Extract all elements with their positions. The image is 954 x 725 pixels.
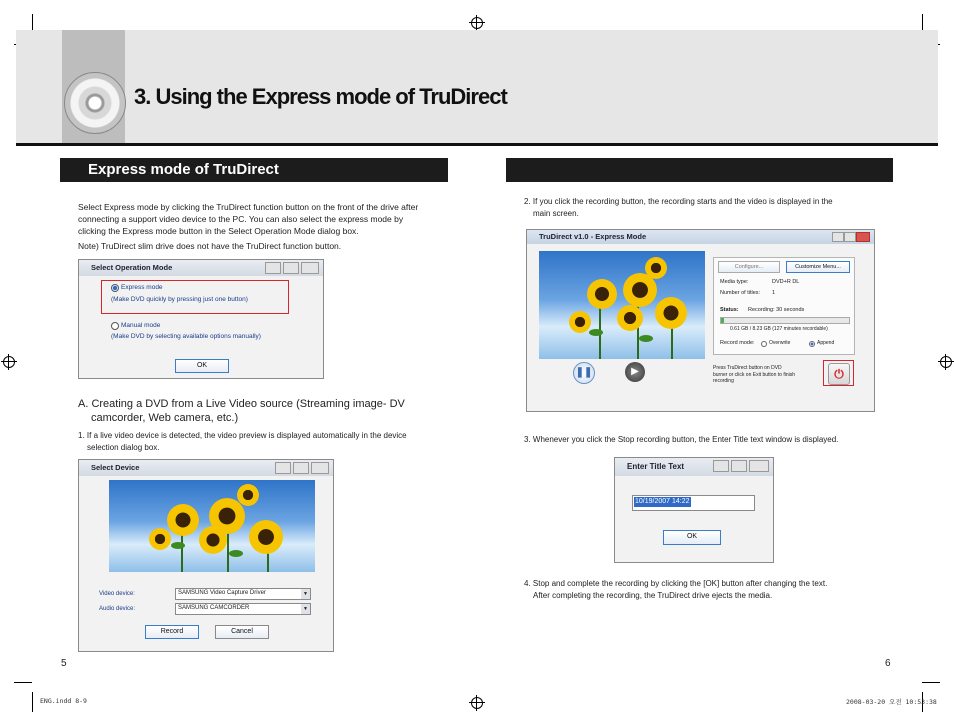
section-heading-bar <box>506 158 893 182</box>
sunflower <box>149 528 171 550</box>
enter-title-dialog <box>614 457 774 563</box>
video-device-value: SAMSUNG Video Capture Driver <box>178 590 266 596</box>
close-icon[interactable] <box>311 462 329 474</box>
page-number-right: 6 <box>885 658 891 669</box>
crop-mark <box>14 682 32 683</box>
status-label: Status: <box>720 307 739 313</box>
registration-mark-icon <box>471 17 483 29</box>
titles-value: 1 <box>772 290 776 296</box>
registration-mark-icon <box>940 356 952 368</box>
leaf <box>639 335 653 342</box>
heading-a-line: camcorder, Web camera, etc.) <box>91 412 239 424</box>
crop-mark <box>32 692 33 712</box>
cd-disc-icon <box>64 72 126 134</box>
sunflower <box>569 311 591 333</box>
select-operation-mode-dialog <box>78 259 324 379</box>
media-type-label: Media type: <box>720 279 749 285</box>
minimize-icon[interactable] <box>275 462 291 474</box>
step-line: 1. If a live video device is detected, the video preview is displayed automatically in the device <box>78 431 407 440</box>
intro-line: Select Express mode by clicking the TruDirect function button on the front of the drive after <box>78 202 419 212</box>
video-device-select[interactable] <box>175 588 311 600</box>
express-radio[interactable] <box>111 284 119 292</box>
titles-label: Number of titles: <box>720 290 761 296</box>
append-radio[interactable] <box>809 341 815 347</box>
leaf <box>171 542 185 549</box>
capacity-text: 0.61 GB / 8.23 GB (127 minutes recordable) <box>730 326 828 332</box>
leaf <box>229 550 243 557</box>
audio-device-select[interactable] <box>175 603 311 615</box>
sunflower <box>617 305 643 331</box>
sunflower <box>655 297 687 329</box>
sunflower <box>587 279 617 309</box>
maximize-icon[interactable] <box>844 232 856 242</box>
window-title-text: TruDirect v1.0 - Express Mode <box>539 232 647 241</box>
step-line: main screen. <box>533 209 579 218</box>
crop-mark <box>922 682 940 683</box>
hint-line: burner or click on Exit button to finish <box>713 371 795 378</box>
express-mode-label[interactable]: Express mode <box>121 284 163 291</box>
step-2-text <box>524 196 884 220</box>
step-4-text <box>524 578 894 602</box>
footer-datetime: 2008-03-20 오전 10:53:38 <box>846 698 937 706</box>
title-input[interactable] <box>632 495 755 511</box>
overwrite-radio[interactable] <box>761 341 767 347</box>
minimize-icon[interactable] <box>713 460 729 472</box>
dialog-title: Select Device <box>79 460 333 476</box>
close-icon[interactable] <box>301 262 319 274</box>
dialog-title: Select Operation Mode <box>79 260 323 276</box>
append-label[interactable]: Append <box>817 340 835 346</box>
registration-mark-icon <box>471 697 483 709</box>
step-3-text: 3. Whenever you click the Stop recording button, the Enter Title text window is displayed. <box>524 435 839 444</box>
heading-a <box>78 397 448 425</box>
step-line: 2. If you click the recording button, the recording starts and the video is displayed in the <box>524 197 833 206</box>
video-device-label: Video device: <box>99 591 135 597</box>
note-text: Note) TruDirect slim drive does not have the TruDirect function button. <box>78 241 342 251</box>
configure-button[interactable]: Configure... <box>718 261 780 273</box>
dialog-title: Enter Title Text <box>615 458 773 476</box>
maximize-icon[interactable] <box>283 262 299 274</box>
play-icon[interactable]: ▶ <box>625 362 645 382</box>
title-input-value: 10/19/2007 14:22 <box>635 498 690 505</box>
close-icon[interactable] <box>749 460 769 472</box>
overwrite-label[interactable]: Overwrite <box>769 340 791 346</box>
sunflower <box>645 257 667 279</box>
sunflower <box>237 484 259 506</box>
maximize-icon[interactable] <box>293 462 309 474</box>
status-value: Recording: 30 seconds <box>748 307 805 313</box>
select-device-dialog <box>78 459 334 652</box>
intro-line: clicking the Express mode button in the Select Operation Mode dialog box. <box>78 226 359 236</box>
chevron-down-icon[interactable]: ▼ <box>301 589 310 599</box>
chevron-down-icon[interactable]: ▼ <box>301 604 310 614</box>
progress-fill <box>721 318 724 323</box>
intro-paragraph <box>78 201 458 237</box>
customize-menu-button[interactable]: Customize Menu... <box>786 261 850 273</box>
section-heading: Express mode of TruDirect <box>60 158 448 182</box>
video-preview <box>109 480 315 572</box>
hint-line: Press TruDirect button on DVD <box>713 365 782 371</box>
ok-button[interactable]: OK <box>175 359 229 373</box>
manual-mode-label[interactable]: Manual mode <box>121 322 161 329</box>
cancel-button[interactable]: Cancel <box>215 625 269 639</box>
intro-line: connecting a support video device to the PC. You can also select the express mode by <box>78 214 404 224</box>
info-panel <box>713 257 855 355</box>
pause-icon[interactable]: ❚❚ <box>573 362 595 384</box>
registration-mark-icon <box>3 356 15 368</box>
media-type-value: DVD+R DL <box>772 279 800 285</box>
banner-rule <box>16 143 938 146</box>
sunflower <box>199 526 227 554</box>
record-button[interactable]: Record <box>145 625 199 639</box>
window-title <box>527 230 874 244</box>
minimize-icon[interactable] <box>832 232 844 242</box>
hint-line: recording <box>713 378 734 384</box>
manual-mode-description: (Make DVD by selecting available options manually) <box>111 333 261 340</box>
sunflower <box>249 520 283 554</box>
page-title: 3. Using the Express mode of TruDirect <box>134 84 507 109</box>
main-video-screen <box>539 251 705 359</box>
leaf <box>589 329 603 336</box>
audio-device-value: SAMSUNG CAMCORDER <box>178 605 250 611</box>
maximize-icon[interactable] <box>731 460 747 472</box>
close-icon[interactable] <box>856 232 870 242</box>
ok-button[interactable]: OK <box>663 530 721 545</box>
step-1-text <box>78 430 448 454</box>
exit-button-highlight <box>823 360 854 386</box>
footer-file: ENG.indd 8-9 <box>40 697 87 705</box>
finish-hint <box>713 365 809 385</box>
heading-a-line: A. Creating a DVD from a Live Video source (Streaming image- DV <box>78 398 405 410</box>
manual-radio[interactable] <box>111 322 119 330</box>
minimize-icon[interactable] <box>265 262 281 274</box>
recording-progress <box>720 317 850 324</box>
step-line: selection dialog box. <box>87 443 160 452</box>
express-mode-window <box>526 229 875 412</box>
express-mode-description: (Make DVD quickly by pressing just one button) <box>111 296 248 303</box>
record-mode-label: Record mode: <box>720 340 755 346</box>
step-line: After completing the recording, the TruDirect drive ejects the media. <box>533 591 773 600</box>
page-number-left: 5 <box>61 658 67 669</box>
audio-device-label: Audio device: <box>99 606 136 612</box>
power-icon[interactable]: ⏻ <box>828 363 850 385</box>
step-line: 4. Stop and complete the recording by clicking the [OK] button after changing the text. <box>524 579 828 588</box>
sunflower <box>167 504 199 536</box>
